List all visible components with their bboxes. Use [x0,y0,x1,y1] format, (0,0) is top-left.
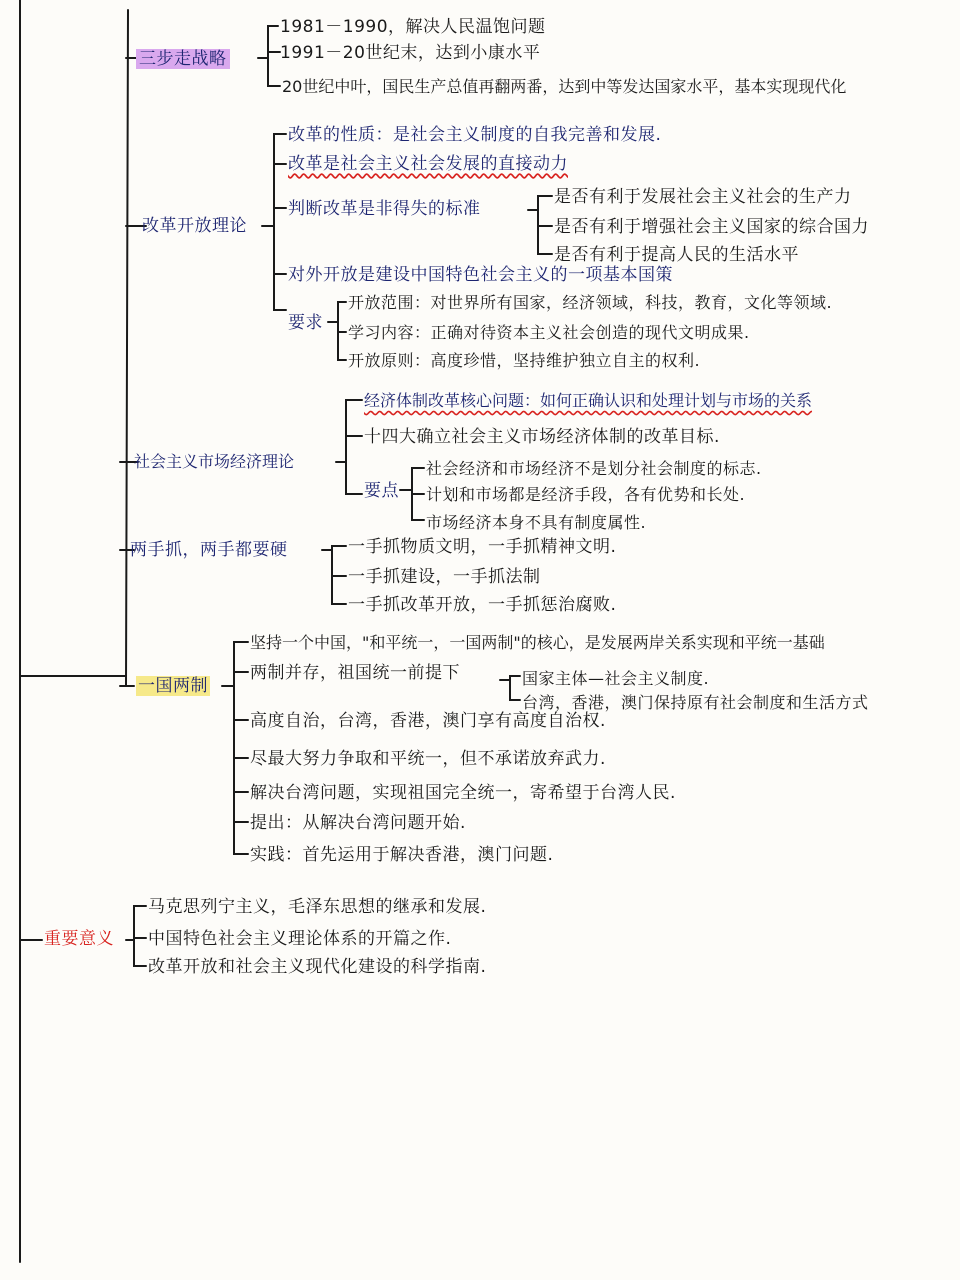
two-hands-item-1: 一手抓物质文明，一手抓精神文明. [348,537,617,557]
market-key-points-label: 要点 [364,481,399,501]
market-14th-congress: 十四大确立社会主义市场经济体制的改革目标. [364,427,720,447]
requirement-learning: 学习内容：正确对待资本主义社会创造的现代文明成果. [348,323,750,342]
market-core-issue: 经济体制改革核心问题：如何正确认识和处理计划与市场的关系 [364,391,813,410]
requirement-principle: 开放原则：高度珍惜，坚持维护独立自主的权利. [348,351,701,370]
branch-reform-opening-theory: 改革开放理论 [142,216,247,236]
two-hands-item-3: 一手抓改革开放，一手抓惩治腐败. [348,595,617,615]
ocs-peaceful-reunification: 尽最大努力争取和平统一，但不承诺放弃武力. [250,749,606,769]
branch-label: 一国两制 [138,676,208,696]
two-hands-item-2: 一手抓建设，一手抓法制 [348,567,541,587]
ocs-premise-regions: 台湾，香港，澳门保持原有社会制度和生活方式 [522,693,869,712]
branch-three-step-strategy [136,48,230,70]
branch-label: 三步走战略 [136,49,230,69]
significance-item-3: 改革开放和社会主义现代化建设的科学指南. [148,957,487,977]
requirement-scope: 开放范围：对世界所有国家，经济领域，科技，教育，文化等领域. [348,293,833,312]
ocs-premise-mainland: 国家主体—社会主义制度. [522,669,710,688]
opening-up-national-policy: 对外开放是建设中国特色社会主义的一项基本国策 [288,265,673,285]
ocs-practice: 实践：首先运用于解决香港，澳门问题. [250,845,554,865]
reform-judgment-standard: 判断改革是非得失的标准 [288,199,481,219]
requirements-label: 要求 [288,313,323,333]
market-point-1: 社会经济和市场经济不是划分社会制度的标志. [426,459,762,478]
criterion-productivity: 是否有利于发展社会主义社会的生产力 [554,187,852,207]
reform-nature: 改革的性质：是社会主义制度的自我完善和发展. [288,125,662,145]
branch-significance: 重要意义 [44,929,114,949]
ocs-one-china: 坚持一个中国，"和平统一，一国两制"的核心，是发展两岸关系实现和平统一基础 [250,633,825,652]
criterion-living-standard: 是否有利于提高人民的生活水平 [554,245,799,265]
three-step-item-2: 1991－20世纪末，达到小康水平 [280,43,541,63]
ocs-autonomy: 高度自治，台湾，香港，澳门享有高度自治权. [250,711,606,731]
significance-item-2: 中国特色社会主义理论体系的开篇之作. [148,929,452,949]
branch-two-hands: 两手抓，两手都要硬 [130,540,288,560]
branch-market-economy-theory: 社会主义市场经济理论 [134,452,295,471]
three-step-item-3: 20世纪中叶，国民生产总值再翻两番，达到中等发达国家水平，基本实现现代化 [282,77,847,96]
reform-driving-force: 改革是社会主义社会发展的直接动力 [288,154,568,174]
criterion-national-strength: 是否有利于增强社会主义国家的综合国力 [554,217,869,237]
branch-one-country-two-systems [136,675,210,697]
market-point-3: 市场经济本身不具有制度属性. [426,513,647,532]
ocs-proposed: 提出：从解决台湾问题开始. [250,813,466,833]
market-point-2: 计划和市场都是经济手段，各有优势和长处. [426,485,746,504]
ocs-taiwan-issue: 解决台湾问题，实现祖国完全统一，寄希望于台湾人民. [250,783,676,803]
three-step-item-1: 1981－1990，解决人民温饱问题 [280,17,546,37]
ocs-coexistence: 两制并存，祖国统一前提下 [250,663,460,683]
significance-item-1: 马克思列宁主义，毛泽东思想的继承和发展. [148,897,487,917]
